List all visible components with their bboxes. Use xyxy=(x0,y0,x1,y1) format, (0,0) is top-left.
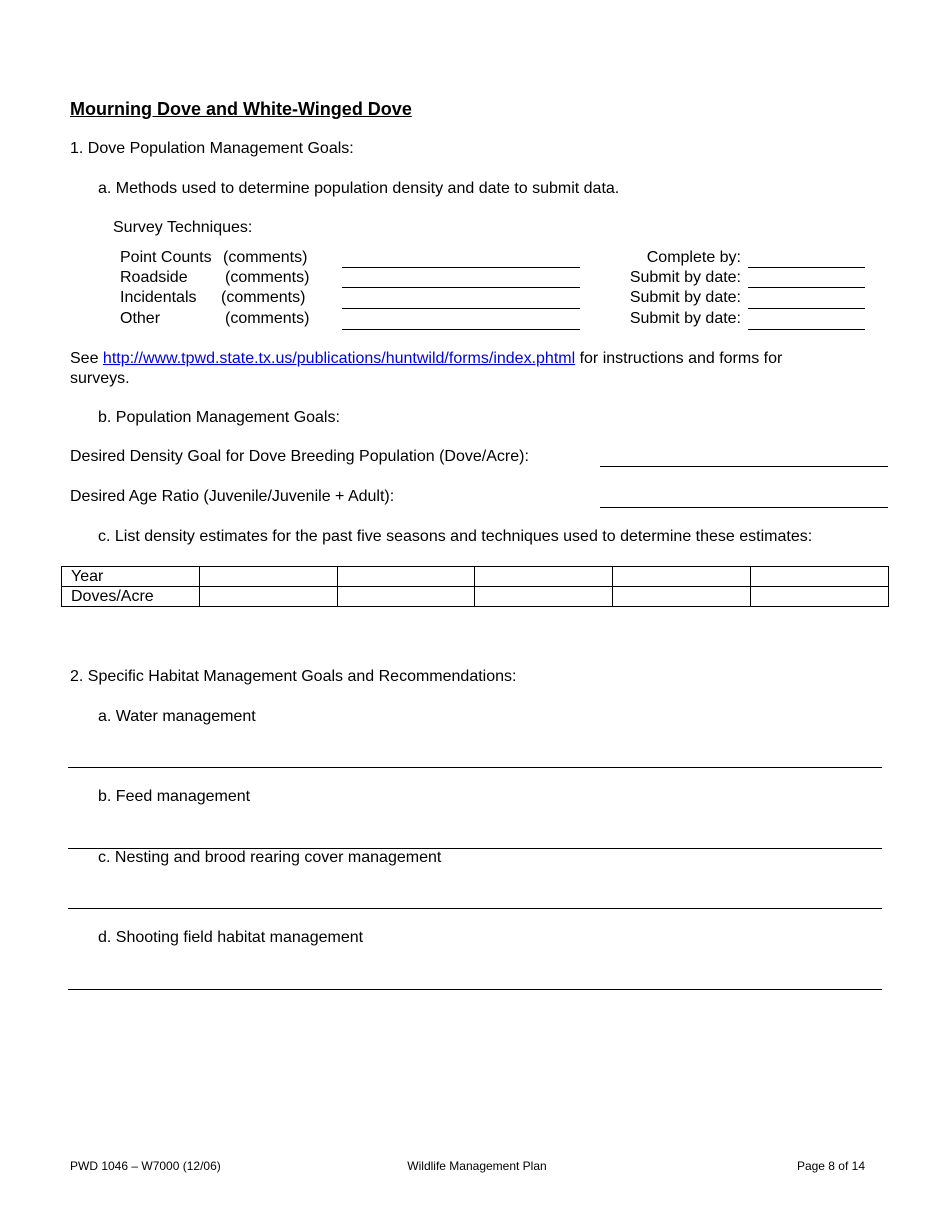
forms-link[interactable]: http://www.tpwd.state.tx.us/publications/huntwild/forms/index.phtml xyxy=(102,350,576,367)
survey-date-field[interactable] xyxy=(748,308,865,309)
instructions-prefix: See xyxy=(70,350,103,367)
shooting-field-field[interactable] xyxy=(68,989,882,990)
table-row xyxy=(62,587,889,607)
instructions-line-2: surveys. xyxy=(70,370,130,387)
survey-techniques-label: Survey Techniques: xyxy=(113,219,253,236)
row-label-year: Year xyxy=(62,567,200,587)
survey-date-field[interactable] xyxy=(748,329,865,330)
survey-due-label: Submit by date: xyxy=(629,269,741,286)
instructions-suffix: for instructions and forms for xyxy=(575,350,783,367)
footer-form-id: PWD 1046 – W7000 (12/06) xyxy=(70,1159,221,1173)
survey-due-label: Submit by date: xyxy=(629,310,741,327)
survey-date-field[interactable] xyxy=(748,287,865,288)
age-ratio-label: Desired Age Ratio (Juvenile/Juvenile + Adult): xyxy=(70,488,395,505)
survey-due-label: Complete by: xyxy=(646,249,741,266)
section-1b-heading: b. Population Management Goals: xyxy=(98,409,340,426)
table-cell[interactable] xyxy=(613,567,751,587)
density-estimates-table xyxy=(61,566,889,607)
footer-page-number: Page 8 of 14 xyxy=(796,1159,865,1173)
footer-doc-title: Wildlife Management Plan xyxy=(407,1159,547,1173)
survey-comment: (comments) xyxy=(225,269,310,286)
shooting-field-label: d. Shooting field habitat management xyxy=(98,929,364,946)
water-management-label: a. Water management xyxy=(98,708,256,725)
water-management-field[interactable] xyxy=(68,767,882,768)
survey-name: Point Counts xyxy=(120,249,212,266)
survey-name: Roadside xyxy=(120,269,188,286)
density-goal-field[interactable] xyxy=(600,466,888,467)
survey-comment-field[interactable] xyxy=(342,329,580,330)
survey-due-label: Submit by date: xyxy=(629,289,741,306)
survey-date-field[interactable] xyxy=(748,267,865,268)
survey-name: Other xyxy=(120,310,161,327)
density-goal-label: Desired Density Goal for Dove Breeding Population (Dove/Acre): xyxy=(70,448,529,465)
table-cell[interactable] xyxy=(751,587,889,607)
table-cell[interactable] xyxy=(475,587,613,607)
table-cell[interactable] xyxy=(475,567,613,587)
table-cell[interactable] xyxy=(199,567,337,587)
survey-comment-field[interactable] xyxy=(342,308,580,309)
survey-comment: (comments) xyxy=(223,249,308,266)
instructions-line xyxy=(70,349,782,369)
row-label-doves-acre: Doves/Acre xyxy=(62,587,200,607)
feed-management-label: b. Feed management xyxy=(98,788,251,805)
survey-comment-field[interactable] xyxy=(342,267,580,268)
table-cell[interactable] xyxy=(751,567,889,587)
section-2-heading: 2. Specific Habitat Management Goals and Recommendations: xyxy=(70,668,517,685)
page-title: Mourning Dove and White-Winged Dove xyxy=(70,99,412,119)
survey-comment-field[interactable] xyxy=(342,287,580,288)
section-1-heading: 1. Dove Population Management Goals: xyxy=(70,140,354,157)
table-row xyxy=(62,567,889,587)
section-1c-heading: c. List density estimates for the past five seasons and techniques used to determine these estimates: xyxy=(98,528,813,545)
section-1a-heading: a. Methods used to determine population density and date to submit data. xyxy=(98,180,620,197)
survey-comment: (comments) xyxy=(225,310,310,327)
survey-name: Incidentals xyxy=(120,289,197,306)
table-cell[interactable] xyxy=(337,587,475,607)
age-ratio-field[interactable] xyxy=(600,507,888,508)
survey-comment: (comments) xyxy=(221,289,306,306)
nesting-cover-label: c. Nesting and brood rearing cover management xyxy=(98,849,442,866)
table-cell[interactable] xyxy=(613,587,751,607)
table-cell[interactable] xyxy=(337,567,475,587)
nesting-cover-field[interactable] xyxy=(68,908,882,909)
table-cell[interactable] xyxy=(199,587,337,607)
